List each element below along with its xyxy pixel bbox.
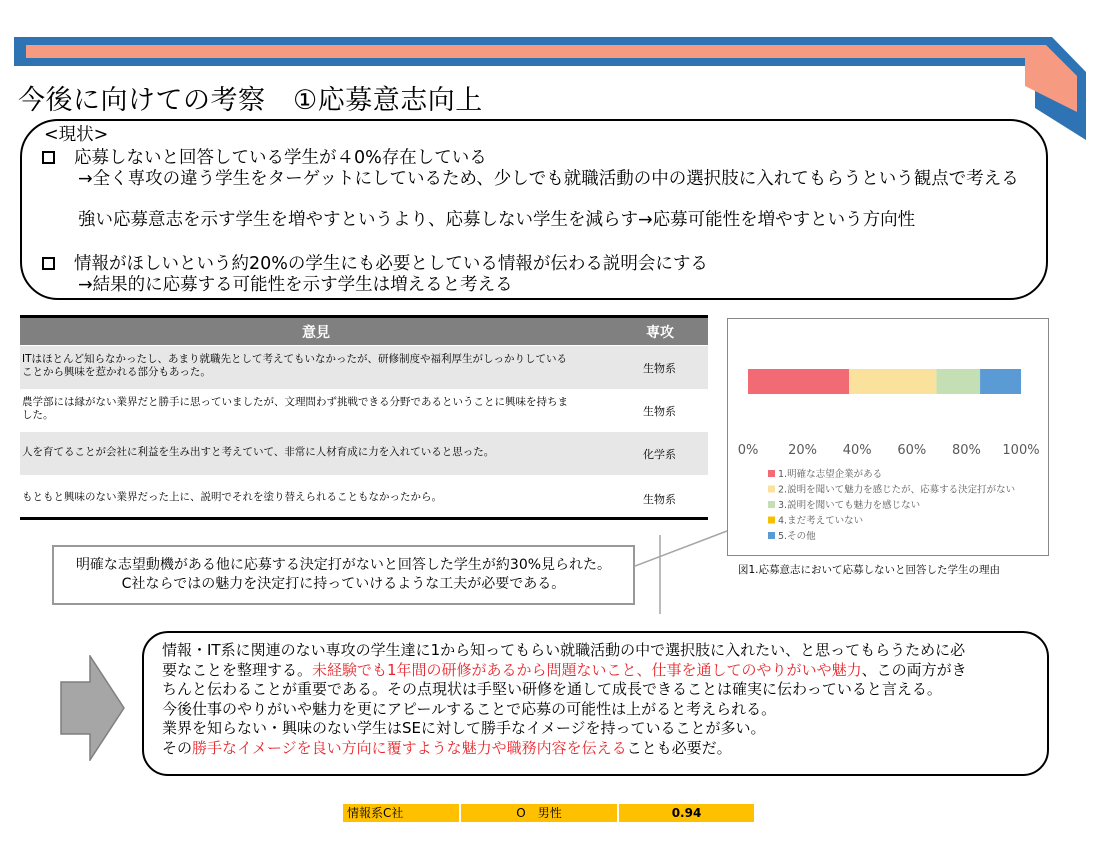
bullet-square-icon — [42, 257, 55, 270]
x-tick-label: 100% — [1002, 443, 1040, 458]
table-row — [20, 475, 708, 518]
x-tick-label: 80% — [951, 443, 981, 458]
chart-caption: 図1.応募意志において応募しないと回答した学生の理由 — [738, 564, 1001, 576]
status-bullet-1-sub: →全く専攻の違う学生をターゲットにしているため、少しでも就職活動の中の選択肢に入れてもらうという観点で考える — [78, 169, 1019, 189]
right-arrow-icon — [60, 655, 126, 761]
legend-swatch — [768, 532, 775, 539]
x-tick-label: 20% — [788, 443, 818, 458]
highlight-text: 未経験でも1年間の研修があるから問題ないこと、仕事を通してのやりがいや魅力 — [312, 660, 862, 679]
legend-label: 2.説明を聞いて魅力を感じたが、応募する決定打がない — [778, 484, 1016, 496]
opinion-cell: もともと興味のない業界だった上に、説明でそれを塗り替えられることもなかったから。 — [22, 491, 442, 503]
conclusion-line: 今後仕事のやりがいや魅力を更にアピールすることで応募の可能性は上がると考えられる。 — [162, 699, 777, 718]
table-row — [20, 346, 708, 389]
note-line-2: C社ならではの魅力を決定打に持っていけるような工夫が必要である。 — [121, 576, 566, 592]
opinion-cell: ITはほとんど知らなかったし、あまり就職先として考えてもいなかったが、研修制度や福利厚生がしっかりしている ことから興味を惹かれる部分もあった。 — [22, 353, 568, 378]
chart-frame — [727, 318, 1049, 556]
conclusion-line: 業界を知らない・興味のない学生はSEに対して勝手なイメージを持っていることが多い。 — [162, 719, 766, 737]
finding-note — [52, 545, 635, 605]
table-row — [20, 432, 708, 475]
page-title: 今後に向けての考察 ①応募意志向上 — [18, 85, 483, 116]
conclusion-line: 要なことを整理する。未経験でも1年間の研修があるから問題ないこと、仕事を通してのやりがいや魅力、この両方がき — [162, 660, 967, 679]
footer-score: 0.94 — [619, 804, 754, 822]
highlight-text: 勝手なイメージを良い方向に覆すような魅力や職務内容を伝える — [192, 738, 627, 757]
x-tick-label: 0% — [737, 443, 759, 458]
opinion-cell: 人を育てることが会社に利益を生み出すと考えていて、非常に人材育成に力を入れていると思った。 — [22, 446, 495, 458]
status-bullet-2-sub: →結果的に応募する可能性を示す学生は増えると考える — [78, 275, 513, 295]
bar-segment-3 — [936, 369, 980, 394]
major-cell: 化学系 — [643, 448, 676, 461]
table-row — [20, 389, 708, 432]
legend-swatch — [768, 501, 775, 508]
conclusion-line: 情報・IT系に関連のない専攻の学生達に1から知ってもらい就職活動の中で選択肢に入れたい、と思ってもらうために必 — [162, 641, 966, 659]
x-tick-label: 40% — [842, 443, 872, 458]
conclusion-line: その勝手なイメージを良い方向に覆すような魅力や職務内容を伝えることも必要だ。 — [162, 738, 732, 757]
major-cell: 生物系 — [643, 362, 676, 375]
status-bullet-1: 応募しないと回答している学生が４0%存在している — [74, 148, 487, 168]
legend-label: 4.まだ考えていない — [778, 515, 864, 527]
conclusion-line: ちんと伝わることが重要である。その点現状は手堅い研修を通して成長できることは確実に伝わっていると言える。 — [162, 680, 942, 698]
status-box — [20, 119, 1048, 300]
bullet-square-icon — [42, 151, 55, 164]
legend-swatch — [768, 517, 775, 524]
footer-gender: O 男性 — [461, 804, 617, 822]
bar-segment-5 — [980, 369, 1021, 394]
conclusion-box — [142, 631, 1049, 776]
major-cell: 生物系 — [643, 405, 676, 418]
legend-swatch — [768, 470, 775, 477]
stacked-bar-chart — [728, 319, 1048, 555]
footer-company: 情報系C社 — [343, 804, 459, 822]
header-opinion: 意見 — [302, 325, 330, 341]
opinion-cell: 農学部には縁がない業界だと勝手に思っていましたが、文理問わず挑戦できる分野であるということに興味を持ちま した。 — [22, 396, 568, 421]
x-tick-label: 60% — [897, 443, 927, 458]
status-heading: <現状> — [44, 125, 109, 145]
note-line-1: 明確な志望動機がある他に応募する決定打がないと回答した学生が約30%見られた。 — [75, 557, 612, 573]
bar-segment-2 — [849, 369, 936, 394]
table-bottom-rule — [20, 517, 708, 520]
status-bullet-2: 情報がほしいという約20%の学生にも必要としている情報が伝わる説明会にする — [74, 254, 708, 274]
table-header — [20, 315, 708, 345]
bar-segment-1 — [748, 369, 849, 394]
status-bullet-1-sub2: 強い応募意志を示す学生を増やすというより、応募しない学生を減らす→応募可能性を増やすという方向性 — [78, 210, 916, 230]
legend-label: 1.明確な志望企業がある — [778, 469, 883, 480]
legend-swatch — [768, 486, 775, 493]
major-cell: 生物系 — [643, 493, 676, 506]
legend-label: 5.その他 — [778, 531, 816, 542]
legend-label: 3.説明を聞いても魅力を感じない — [778, 500, 921, 511]
header-major: 専攻 — [646, 325, 674, 341]
